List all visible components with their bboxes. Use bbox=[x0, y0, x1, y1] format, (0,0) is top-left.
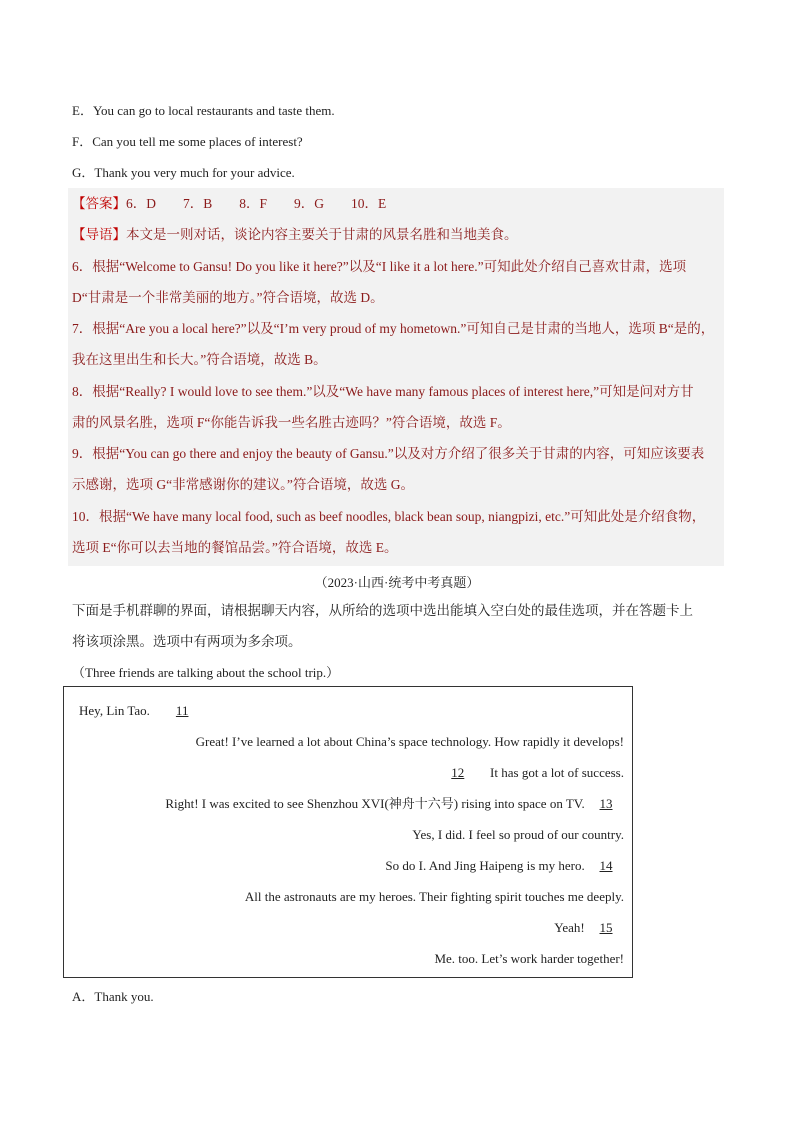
answer-line bbox=[72, 196, 386, 212]
explanation-line: 9．根据“You can go there and enjoy the beauty of Gansu.”以及对方介绍了很多关于甘肃的内容，可知应该要表 bbox=[72, 446, 705, 461]
answer-text: 6．D 7．B 8．F 9．G 10．E bbox=[126, 196, 387, 211]
chat-message: Yes, I did. I feel so proud of our country. bbox=[412, 827, 624, 842]
guide-line bbox=[72, 227, 518, 243]
explanation-line: 8．根据“Really? I would love to see them.”以及“We have many famous places of interest here,”可知是问对方甘 bbox=[72, 384, 694, 399]
answer-blank[interactable]: 11 bbox=[175, 703, 189, 718]
answer-label: 【答案】 bbox=[72, 196, 126, 211]
chat-message: 12 It has got a lot of success. bbox=[429, 765, 624, 781]
answer-blank[interactable]: 14 bbox=[599, 858, 613, 873]
option-e: E．You can go to local restaurants and taste them. bbox=[72, 103, 335, 118]
instruction-line: 将该项涂黑。选项中有两项为多余项。 bbox=[72, 634, 302, 649]
explanation-line: 我在这里出生和长大。”符合语境，故选 B。 bbox=[72, 352, 327, 367]
explanation-line: 肃的风景名胜，选项 F“你能告诉我一些名胜古迹吗？”符合语境，故选 F。 bbox=[72, 415, 511, 430]
option-a: A．Thank you. bbox=[72, 989, 154, 1004]
chat-message: Great! I’ve learned a lot about China’s space technology. How rapidly it develops! bbox=[195, 734, 624, 749]
chat-message: Me. too. Let’s work harder together! bbox=[434, 951, 624, 966]
instruction-line: 下面是手机群聊的界面，请根据聊天内容，从所给的选项中选出能填入空白处的最佳选项，并在答题卡上 bbox=[72, 603, 693, 618]
explanation-line: 示感谢，选项 G“非常感谢你的建议。”符合语境，故选 G。 bbox=[72, 477, 414, 492]
chat-message: Right! I was excited to see Shenzhou XVI(神舟十六号) rising into space on TV. 13 bbox=[165, 796, 624, 812]
answer-blank[interactable]: 15 bbox=[599, 920, 613, 935]
guide-label: 【导语】 bbox=[72, 227, 126, 242]
explanation-line: 10．根据“We have many local food, such as beef noodles, black bean soup, niangpizi, etc.”可知此处是介绍食物， bbox=[72, 509, 706, 524]
chat-message: So do I. And Jing Haipeng is my hero. 14 bbox=[385, 858, 624, 874]
chat-message: Yeah! 15 bbox=[554, 920, 624, 936]
explanation-line: 选项 E“你可以去当地的餐馆品尝。”符合语境，故选 E。 bbox=[72, 540, 398, 555]
explanation-line: 7．根据“Are you a local here?”以及“I’m very proud of my hometown.”可知自己是甘肃的当地人，选项 B“是的， bbox=[72, 321, 715, 336]
context-line: （Three friends are talking about the school trip.） bbox=[72, 665, 340, 680]
explanation-line: D“甘肃是一个非常美丽的地方。”符合语境，故选 D。 bbox=[72, 290, 384, 305]
guide-text: 本文是一则对话，谈论内容主要关于甘肃的风景名胜和当地美食。 bbox=[126, 227, 518, 242]
answer-blank[interactable]: 13 bbox=[599, 796, 613, 811]
chat-message: Hey, Lin Tao. 11 bbox=[79, 703, 211, 719]
answer-blank[interactable]: 12 bbox=[451, 765, 465, 780]
chat-box bbox=[63, 686, 633, 978]
explanation-line: 6．根据“Welcome to Gansu! Do you like it here?”以及“I like it a lot here.”可知此处介绍自己喜欢甘肃，选项 bbox=[72, 259, 687, 274]
chat-message: All the astronauts are my heroes. Their fighting spirit touches me deeply. bbox=[244, 889, 624, 904]
option-g: G．Thank you very much for your advice. bbox=[72, 165, 295, 180]
option-f: F．Can you tell me some places of interest? bbox=[72, 134, 303, 149]
source-note: （2023·山西·统考中考真题） bbox=[314, 575, 480, 590]
